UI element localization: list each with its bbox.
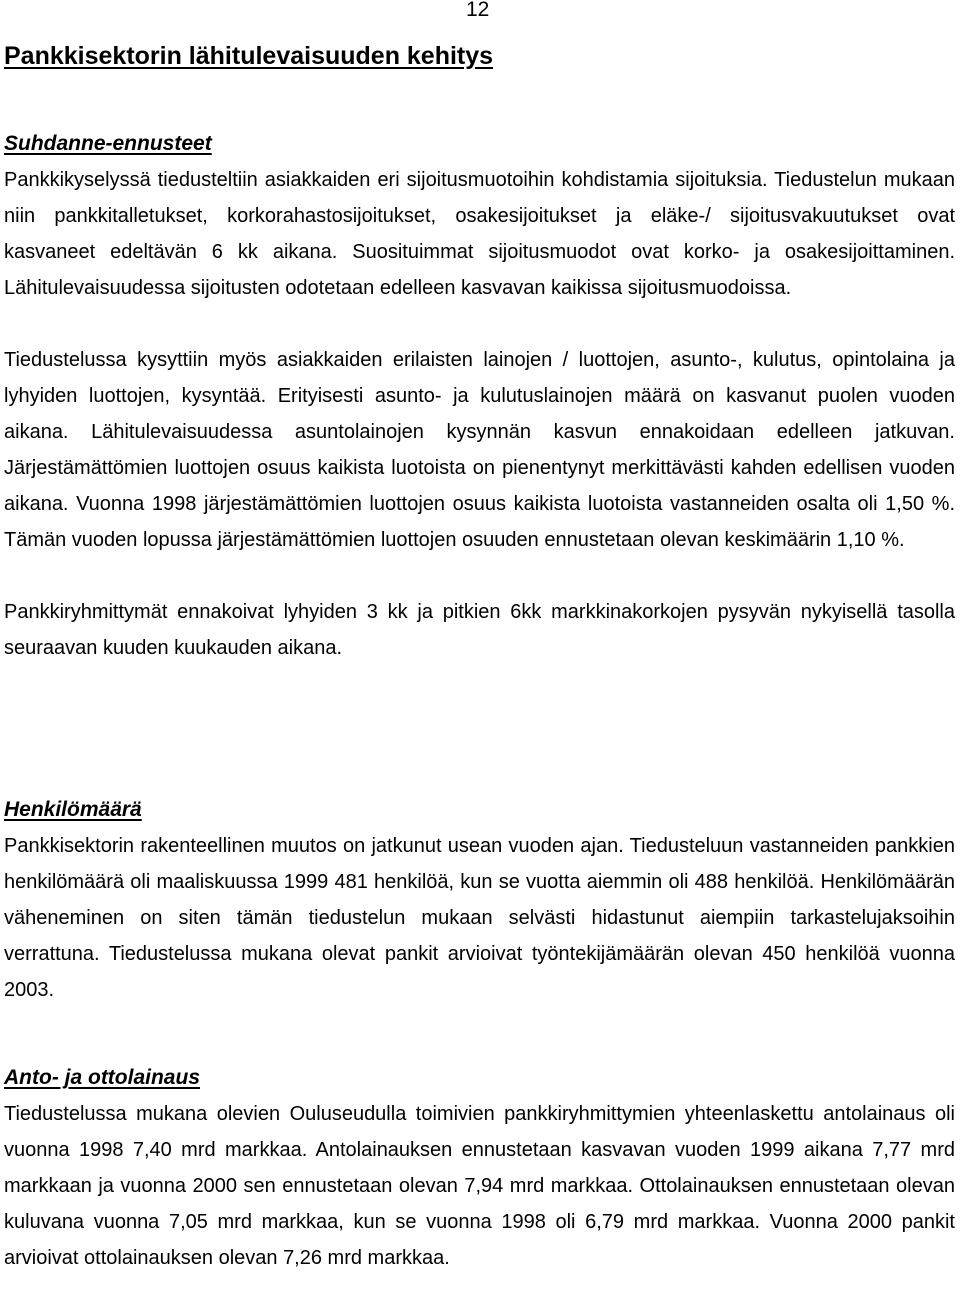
paragraph: Pankkikyselyssä tiedusteltiin asiakkaiden eri sijoitusmuotoihin kohdistamia sijoituksia. Tiedustelun mukaan niin pankkitalletukset, korkorahastosijoitukset, osakesijoitukset ja eläke-/ sijoitusvakuutukset ovat kasvaneet edeltävän 6 kk aikana. Suosituimmat sijoitusmuodot ovat korko- ja osakesijoittaminen. Lähitulevaisuudessa sijoitusten odotetaan edelleen kasvavan kaikissa sijoitusmuodoissa. bbox=[4, 169, 955, 299]
paragraph: Tiedustelussa mukana olevien Ouluseudulla toimivien pankkiryhmittymien yhteenlaskettu antolainaus oli vuonna 1998 7,40 mrd markkaa. Antolainauksen ennustetaan kasvavan vuoden 1999 aikana 7,77 mrd markkaan ja vuonna 2000 sen ennustetaan olevan 7,94 mrd markkaa. Ottolainauksen ennustetaan olevan kuluvana vuonna 7,05 mrd markkaa, kun se vuonna 1998 oli 6,79 mrd markkaa. Vuonna 2000 pankit arvioivat ottolainauksen olevan 7,26 mrd markkaa. bbox=[4, 1103, 955, 1269]
section-heading: Henkilömäärä bbox=[4, 798, 142, 821]
section-heading: Anto- ja ottolainaus bbox=[4, 1066, 200, 1089]
section-anto-ja-ottolainaus bbox=[4, 1060, 955, 1276]
page-title: Pankkisektorin lähitulevaisuuden kehitys bbox=[4, 42, 494, 70]
paragraph: Pankkiryhmittymät ennakoivat lyhyiden 3 kk ja pitkien 6kk markkinakorkojen pysyvän nykyisellä tasolla seuraavan kuuden kuukauden aikana. bbox=[4, 601, 955, 659]
section-henkilomaara bbox=[4, 792, 955, 1008]
section-heading: Suhdanne-ennusteet bbox=[4, 132, 212, 155]
paragraph: Pankkisektorin rakenteellinen muutos on jatkunut usean vuoden ajan. Tiedusteluun vastanneiden pankkien henkilömäärä oli maaliskuussa 1999 481 henkilöä, kun se vuotta aiemmin oli 488 henkilöä. Henkilömäärän väheneminen on siten tämän tiedustelun mukaan selvästi hidastunut aiempiin tarkastelujaksoihin verrattuna. Tiedustelussa mukana olevat pankit arvioivat työntekijämäärän olevan 450 henkilöä vuonna 2003. bbox=[4, 835, 955, 1001]
section-suhdanne-ennusteet bbox=[4, 126, 955, 666]
page-number: 12 bbox=[466, 0, 490, 21]
paragraph: Tiedustelussa kysyttiin myös asiakkaiden erilaisten lainojen / luottojen, asunto-, kulutus, opintolaina ja lyhyiden luottojen, kysyntää. Erityisesti asunto- ja kulutuslainojen määrä on kasvanut puolen vuoden aikana. Lähitulevaisuudessa asuntolainojen kysynnän kasvun ennakoidaan edelleen jatkuvan. Järjestämättömien luottojen osuus kaikista luotoista on pienentynyt merkittävästi kahden edellisen vuoden aikana. Vuonna 1998 järjestämättömien luottojen osuus kaikista luotoista vastanneiden osalta oli 1,50 %. Tämän vuoden lopussa järjestämättömien luottojen osuuden ennustetaan olevan keskimäärin 1,10 %. bbox=[4, 349, 955, 551]
